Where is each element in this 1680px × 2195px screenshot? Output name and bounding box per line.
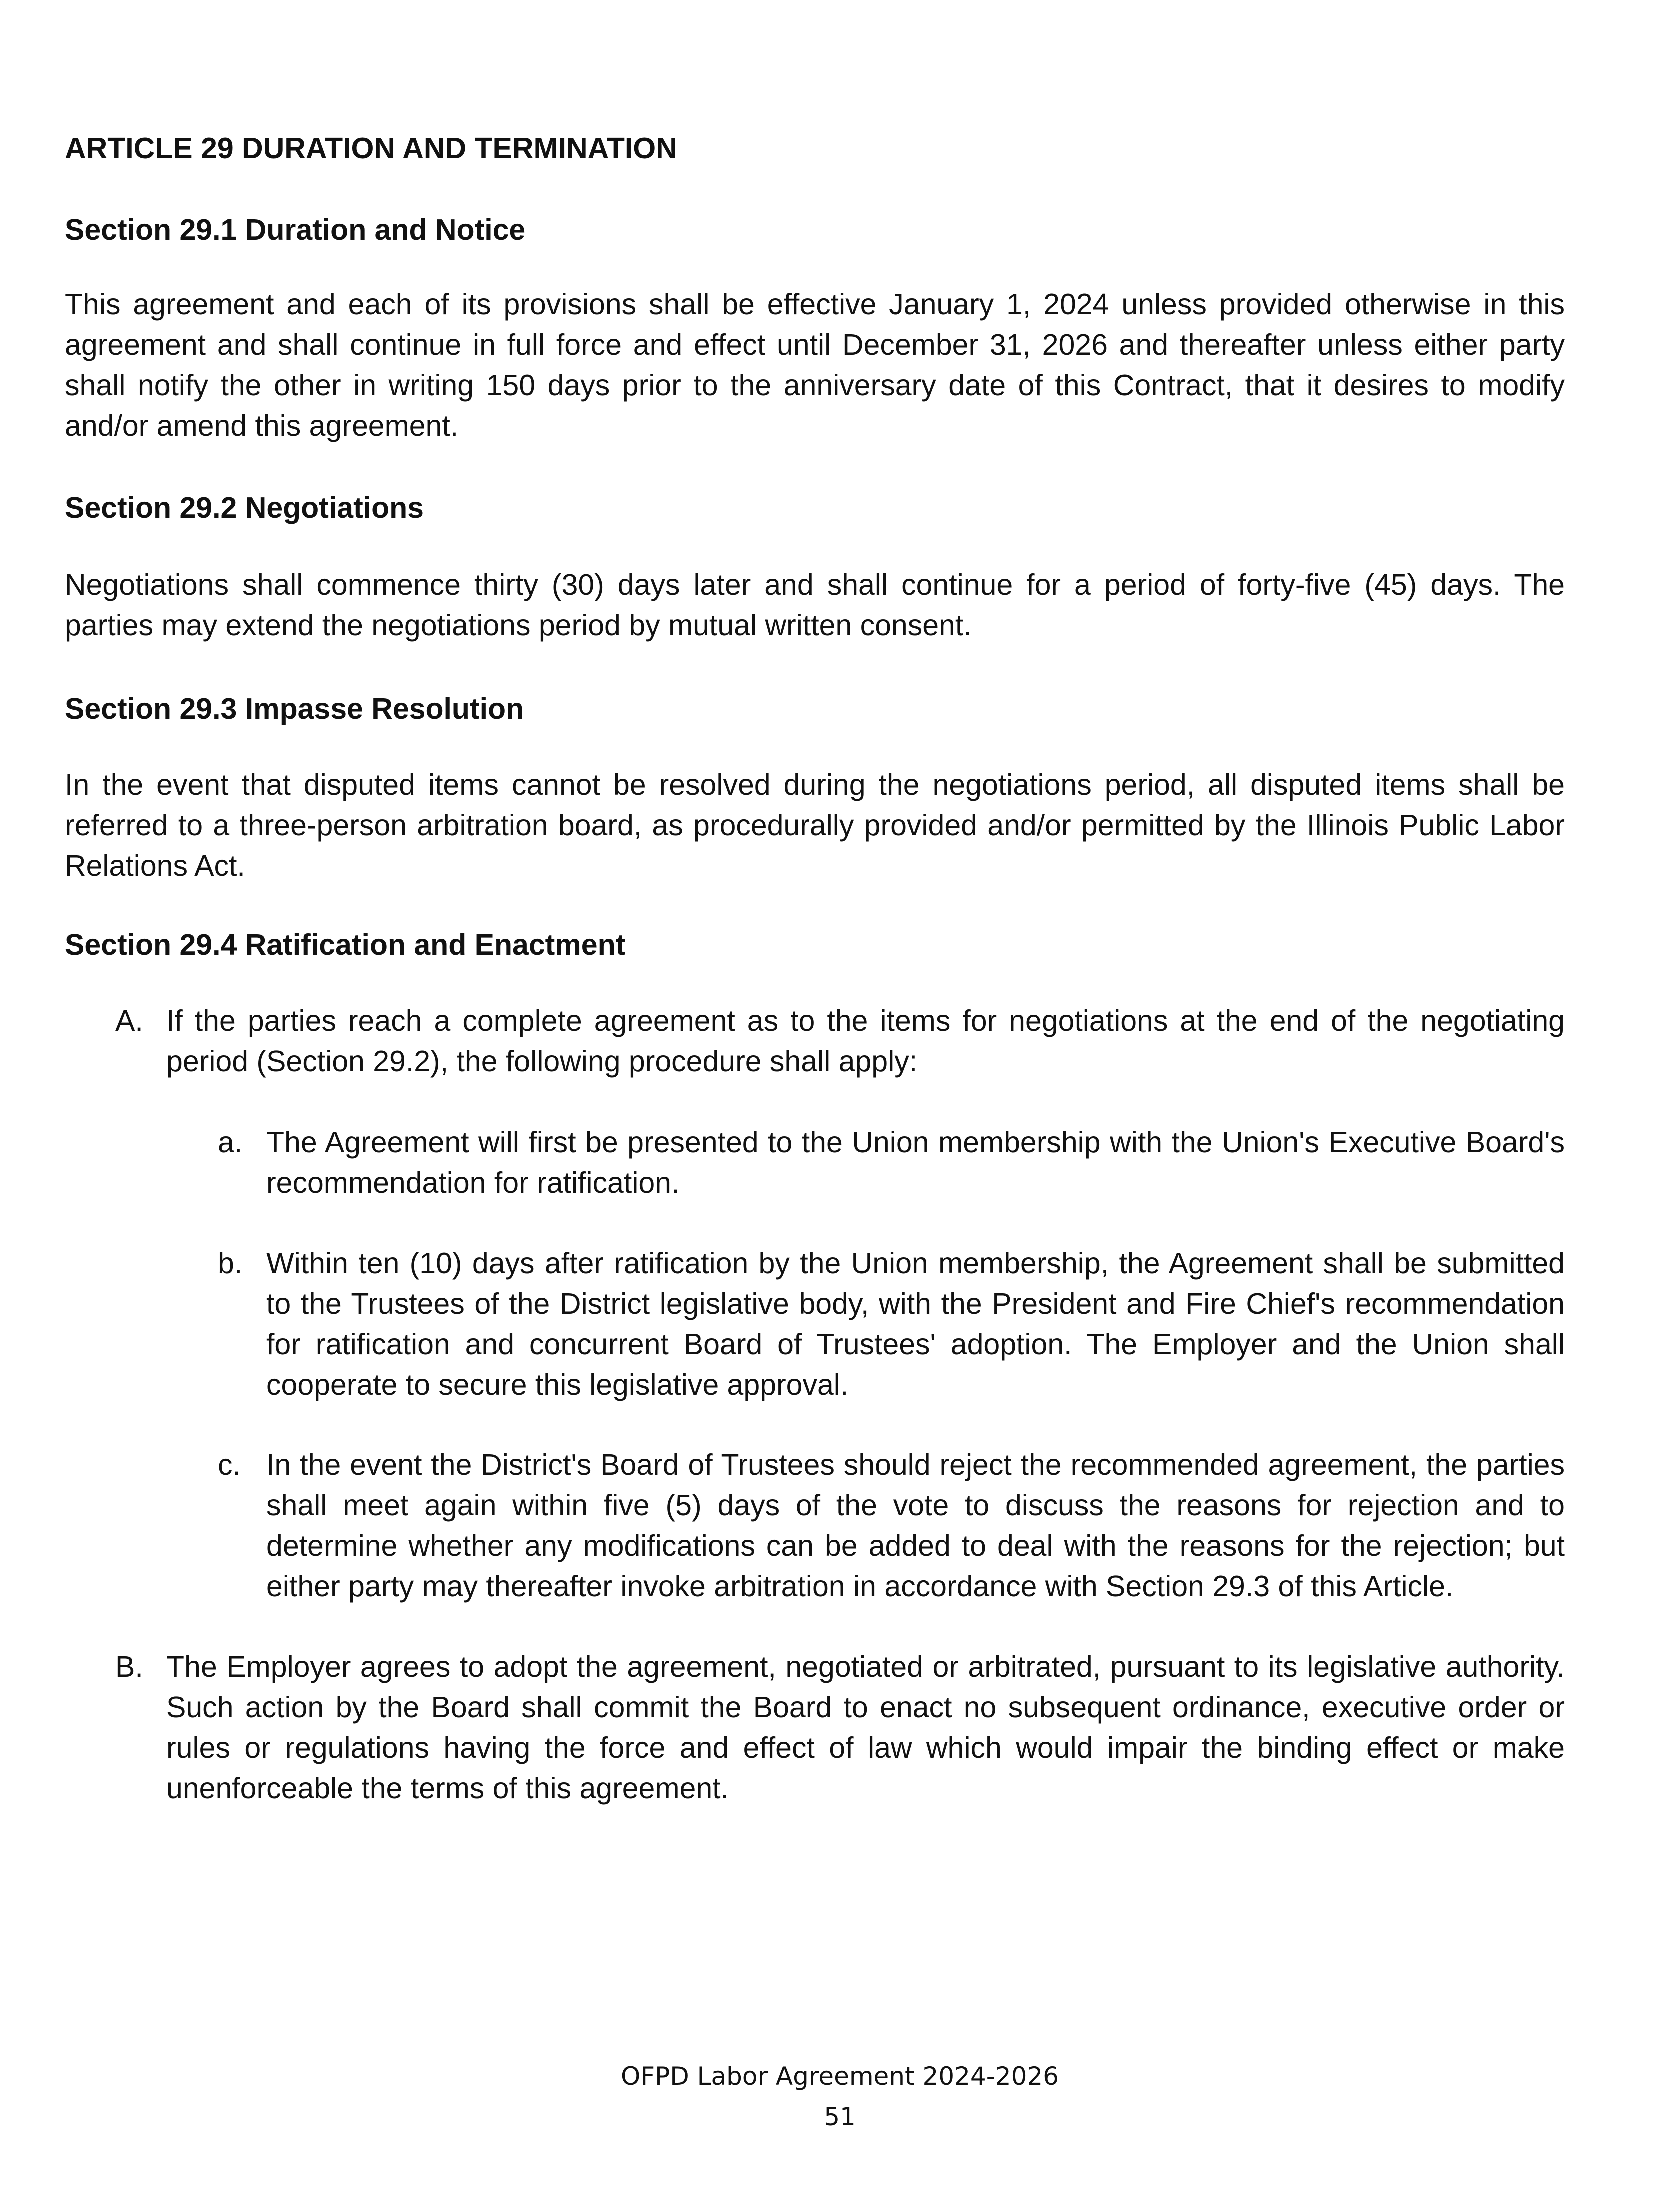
section-29-4-heading-block [65,925,1565,965]
list-marker: c. [218,1448,241,1482]
list-item-text: The Employer agrees to adopt the agreement, negotiated or arbitrated, pursuant to its legislative authority. Such action by the Board shall commit the Board to enact no subsequent ordinance, executive order or rules or regulations having the force and effect of law which would impair the binding effect or make unenforceable the terms of this agreement. [166,1650,1565,1805]
section-29-2-heading-block [65,488,1565,528]
section-heading: Section 29.3 Impasse Resolution [65,692,524,726]
page-number: 51 [824,2102,856,2132]
section-body: In the event that disputed items cannot be resolved during the negotiations period, all disputed items shall be referred to a three-person arbitration board, as procedurally provided and/or permitted by the Illinois Public Labor Relations Act. [65,768,1565,882]
section-29-1-heading-block [65,210,1565,250]
list-item-a [218,1122,1565,1204]
list-item-text: In the event the District's Board of Trustees should reject the recommended agreement, the parties shall meet again within five (5) days of the vote to discuss the reasons for rejection and to determine whether any modifications can be added to deal with the reasons for the rejection; but either party may thereafter invoke arbitration in accordance with Section 29.3 of this Article. [266,1448,1565,1603]
footer-title: OFPD Labor Agreement 2024-2026 [620,2062,1060,2091]
section-heading: Section 29.2 Negotiations [65,492,424,524]
list-marker: a. [218,1126,243,1159]
list-item-b [218,1244,1565,1406]
list-item-text: The Agreement will first be presented to the Union membership with the Union's Executive Board's recommendation for ratification. [266,1126,1565,1200]
section-29-2-body-block [65,565,1565,646]
section-heading: Section 29.4 Ratification and Enactment [65,928,626,962]
article-title: ARTICLE 29 DURATION AND TERMINATION [65,132,678,165]
list-item-text: Within ten (10) days after ratification by the Union membership, the Agreement shall be submitted to the Trustees of the District legislative body, with the President and Fire Chief's recommendation for ratification and concurrent Board of Trustees' adoption. The Employer and the Union shall cooperate to secure this legislative approval. [266,1247,1565,1402]
list-item-text: If the parties reach a complete agreement as to the items for negotiations at the end of the negotiating period (Section 29.2), the following procedure shall apply: [166,1004,1565,1078]
list-marker: b. [218,1247,243,1280]
list-item-B [116,1647,1565,1809]
article-title-block [65,128,1565,168]
list-marker: A. [116,1004,144,1038]
section-29-3-body-block [65,765,1565,886]
list-item-c [218,1445,1565,1607]
list-item-A [116,1001,1565,1082]
section-heading: Section 29.1 Duration and Notice [65,214,526,246]
section-body: Negotiations shall commence thirty (30) days later and shall continue for a period of forty-five (45) days. The parties may extend the negotiations period by mutual written consent. [65,568,1565,642]
section-29-3-heading-block [65,689,1565,729]
list-marker: B. [116,1650,144,1684]
section-body: This agreement and each of its provisions shall be effective January 1, 2024 unless provided otherwise in this agreement and shall continue in full force and effect until December 31, 2026 and thereafter unless either party shall notify the other in writing 150 days prior to the anniversary date of this Contract, that it desires to modify and/or amend this agreement. [65,288,1565,442]
section-29-1-body-block [65,284,1565,446]
